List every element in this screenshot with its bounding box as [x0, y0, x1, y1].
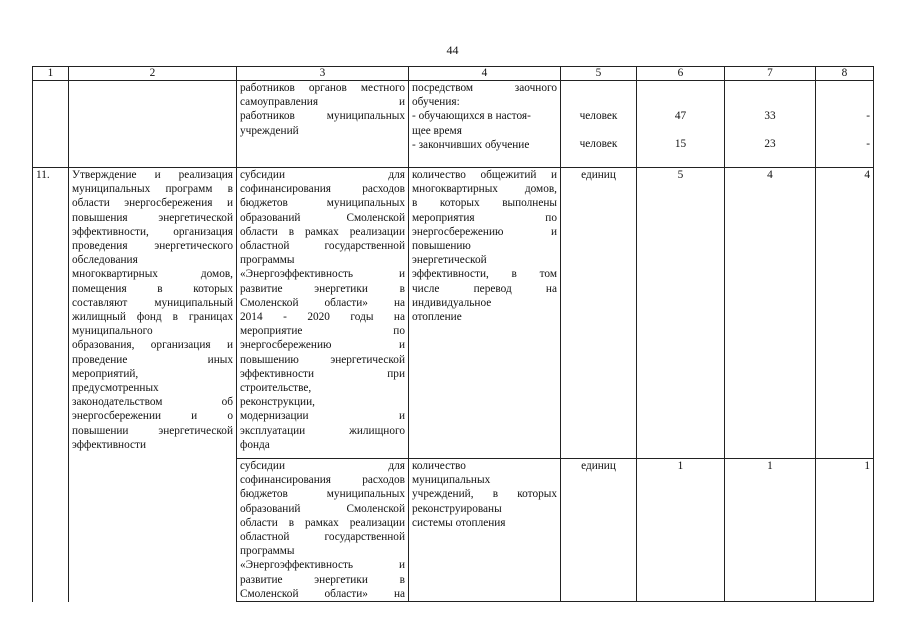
value-cell [637, 459, 725, 602]
unit-value: единиц [581, 169, 616, 181]
cell-line: учреждений [240, 124, 299, 137]
value: - [866, 110, 870, 122]
cell-line: энергосбережению и [412, 225, 557, 238]
cell-line: эффективности, в том [412, 268, 557, 281]
cell-line: обследования [72, 254, 138, 267]
cell-line: энергетической [412, 254, 487, 267]
cell-line: индивидуальное [412, 296, 492, 309]
funding-source-cell [237, 168, 409, 459]
cell-line: области в рамках реализации [240, 516, 405, 529]
cell-line: работников муниципальных [240, 110, 405, 123]
column-header: 1 [33, 67, 69, 81]
cell-line: законодательством об [72, 396, 233, 409]
cell-line: щее время [412, 124, 462, 137]
indicator-cell [409, 81, 561, 168]
cell-line: эффективности, организация [72, 225, 233, 238]
cell-line: энергосбережению и [240, 339, 405, 352]
column-header: 2 [69, 67, 237, 81]
cell-line: проведения энергетического [72, 240, 233, 253]
cell-line: программы [240, 254, 295, 267]
indicators-table [32, 66, 874, 602]
cell-line: Смоленской области» на [240, 296, 405, 309]
cell-line: отопление [412, 311, 462, 324]
page-number: 44 [446, 43, 459, 57]
cell-line: количество [412, 460, 466, 472]
cell-line: посредством заочного [412, 82, 557, 94]
cell-line: реконструированы [412, 502, 502, 515]
cell-line: 2014 - 2020 годы на [240, 311, 405, 324]
cell-line: системы отопления [412, 516, 506, 529]
cell-line: области в рамках реализации [240, 225, 405, 238]
cell-line: составляют муниципальный [72, 296, 233, 309]
cell-line: реконструкции, [240, 396, 315, 409]
cell-line: повышения энергетической [72, 211, 233, 224]
cell-line: модернизации и [240, 410, 405, 423]
cell-line: софинансирования расходов [240, 183, 405, 196]
cell-line: обучения: [412, 96, 460, 109]
value-cell [816, 168, 874, 459]
indicator-cell [409, 459, 561, 602]
cell-line: повышению энергетической [240, 353, 405, 366]
value: 4 [864, 169, 870, 181]
row-number-cell [33, 168, 69, 602]
cell-line: развитие энергетики в [240, 282, 405, 295]
cell-line: муниципальных [412, 474, 491, 487]
cell-line: образований Смоленской [240, 502, 405, 515]
event-cell [69, 81, 237, 168]
cell-line: учреждений, в которых [412, 488, 557, 501]
value: - [866, 138, 870, 151]
cell-line: области энергосбережения и [72, 197, 233, 210]
column-header: 4 [409, 67, 561, 81]
funding-source-cell [237, 459, 409, 602]
row-number: 11. [36, 169, 50, 181]
value-cell [725, 459, 816, 602]
cell-line: Смоленской области» на [240, 587, 405, 600]
value: 1 [864, 460, 870, 472]
cell-line: бюджетов муниципальных [240, 197, 405, 210]
cell-line: проведение иных [72, 353, 233, 366]
cell-line: повышению [412, 240, 471, 253]
value-cell [816, 459, 874, 602]
cell-line: образований Смоленской [240, 211, 405, 224]
cell-line: энергосбережении и о [72, 410, 233, 423]
value: 1 [677, 460, 684, 472]
value: 23 [764, 138, 776, 151]
unit-cell [561, 459, 637, 602]
cell-line: «Энергоэффективность и [240, 559, 405, 572]
event-cell [69, 168, 237, 602]
unit-value: человек [579, 138, 618, 151]
cell-line: многоквартирных домов, [412, 183, 557, 196]
cell-line: программы [240, 545, 295, 558]
cell-line: количество общежитий и [412, 169, 557, 181]
column-header: 5 [561, 67, 637, 81]
cell-line: строительстве, [240, 382, 312, 395]
cell-line: областной государственной [240, 531, 405, 544]
value-cell [816, 81, 874, 168]
cell-line: повышении энергетической [72, 424, 233, 437]
cell-line: эффективности при [240, 367, 405, 380]
cell-line: многоквартирных домов, [72, 268, 233, 281]
cell-line: муниципальных программ в [72, 183, 233, 196]
value-cell [725, 81, 816, 168]
cell-line: муниципального [72, 325, 153, 338]
column-header: 7 [725, 67, 816, 81]
value: 33 [764, 110, 776, 122]
cell-line: мероприятий, [72, 367, 139, 380]
cell-line: софинансирования расходов [240, 474, 405, 487]
cell-line: работников органов местного [240, 82, 405, 94]
cell-line: эффективности [72, 438, 146, 451]
unit-value: единиц [581, 460, 616, 472]
value: 1 [767, 460, 773, 472]
cell-line: бюджетов муниципальных [240, 488, 405, 501]
cell-line: жилищный фонд в границах [72, 311, 233, 324]
row-number-cell [33, 81, 69, 168]
column-header: 3 [237, 67, 409, 81]
cell-line: Утверждение и реализация [72, 169, 233, 181]
cell-line: предусмотренных [72, 382, 159, 395]
column-header-row [33, 67, 874, 81]
indicator-cell [409, 168, 561, 459]
cell-line: помещения в которых [72, 282, 233, 295]
cell-line: числе перевод на [412, 282, 557, 295]
table-row [33, 168, 874, 459]
value-cell [637, 81, 725, 168]
value: 47 [674, 110, 687, 122]
unit-cell [561, 81, 637, 168]
unit-cell [561, 168, 637, 459]
cell-line: - закончивших обучение [412, 138, 530, 151]
unit-value: человек [579, 110, 618, 122]
value-cell [725, 168, 816, 459]
cell-line: субсидии для [240, 460, 405, 472]
funding-source-cell [237, 81, 409, 168]
value-cell [637, 168, 725, 459]
value: 4 [767, 169, 773, 181]
cell-line: мероприятия по [412, 211, 557, 224]
cell-line: образования, организация и [72, 339, 233, 352]
cell-line: субсидии для [240, 169, 405, 181]
value: 15 [674, 138, 687, 151]
cell-line: в которых выполнены [412, 197, 557, 210]
table-row [33, 81, 874, 168]
cell-line: мероприятие по [240, 325, 405, 338]
cell-line: самоуправления и [240, 96, 405, 109]
value: 5 [677, 169, 684, 181]
cell-line: развитие энергетики в [240, 573, 405, 586]
column-header: 8 [816, 67, 874, 81]
cell-line: областной государственной [240, 240, 405, 253]
cell-line: «Энергоэффективность и [240, 268, 405, 281]
cell-line: - обучающихся в настоя- [412, 110, 531, 123]
cell-line: эксплуатации жилищного [240, 424, 405, 437]
column-header: 6 [637, 67, 725, 81]
cell-line: фонда [240, 438, 270, 451]
